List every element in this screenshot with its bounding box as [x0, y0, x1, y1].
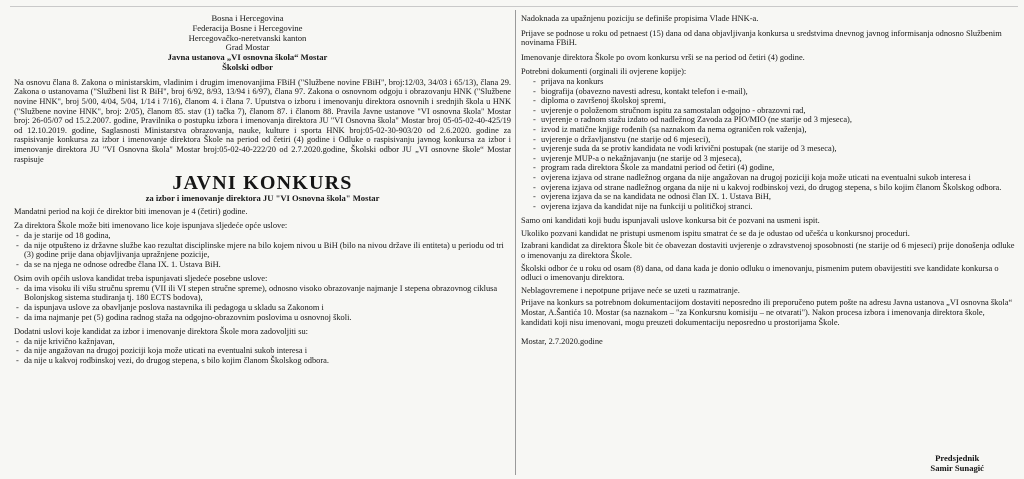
issuer-header: [14, 14, 511, 73]
list-item: - da nije angažovan na drugoj poziciji koja može uticati na eventualni sukob interesa i: [14, 346, 511, 356]
header-line: Federacija Bosne i Hercegovine: [192, 22, 303, 33]
list-item: - uvjerenje o položenom stručnom ispitu za samostalan odgojno - obrazovni rad,: [521, 106, 1015, 116]
legal-basis-paragraph: Na osnovu člana 8. Zakona o ministarskim, vladinim i drugim imenovanjima FBiH ("Službene novine FBiH", broj:12/03, 34/03 i 65/13), člana 29. Zakona o ustanovama ("Službeni list R BiH", broj 6/92, 8/93, 13/94 i 6/97), člana 97. Zakona o osnovnom odgoju i obrazovanju HNK ("Službene novine HNK", broj 5/00, 4/04, 5/04, 1/14 i 7/16), članom 4. i člana 7. Uputstva o izboru i imenovanju direktora osnovnih i srednjih škola u HNK ("Službene novine HNK", broj: 2/05), članom 85. stav (1) tačka 7), članom 87. i članom 88. Pravila Javne ustanove "VI osnovna škola" Mostar broj: 26-05/07 od 15.2.2007. godine, Pravilnika o postupku izbora i imenovanja direktora JU "VI Osnovna škola" Mostar broj 05-05-02-40-425/19 od 12.10.2019. godine, Saglasnosti Ministarstva obrazovanja, nauke, kulture i sporta HNK broj:05-02-30-903/20 od 2.6.2020. godine za raspisivanje konkursa za izbor i imenovanje direktora Škole na period od četiri (4) godine i Odluke o raspisivanju javnog konkursa za izbor i imenovanje direktora JU "VI Osnovna škola" Mostar broj:05-02-40-222/20 od 2.7.2020.godine, Školski odbor JU „VI osnovne škole“ Mostar raspisuje: [14, 77, 511, 164]
deadline-paragraph: Prijave se podnose u roku od petnaest (15) dana od dana objavljivanja konkursa u sredstvima dnevnog javnog informisanja odnosno Službenim novinama FBiH.: [521, 28, 1002, 48]
list-item: - uvjerenje o državljanstvu (ne starije od 6 mjeseci),: [521, 135, 1015, 145]
list-item: - uvjerenje o radnom stažu izdato od nadležnog Zavoda za PIO/MIO (ne starije od 3 mjeseca),: [521, 115, 1015, 125]
header-line-institution: Javna ustanova „VI osnovna škola“ Mostar: [167, 52, 328, 63]
mandate-paragraph: Mandatni period na koji će direktor biti imenovan je 4 (četiri) godine.: [14, 206, 248, 216]
place-date: Mostar, 2.7.2020.godine: [521, 337, 603, 347]
notification-paragraph: Školski odbor će u roku od osam (8) dana, od dana kada je donio odluku o imenovanju, pismenim putem obavijestiti sve kandidate konkursa o odluci o imenovanju direktora.: [521, 263, 999, 283]
appointment-paragraph: Imenovanje direktora Škole po ovom konkursu vrši se na period od četiri (4) godine.: [521, 52, 805, 62]
header-line: Grad Mostar: [225, 42, 270, 53]
signature-title: Predsjednik: [935, 453, 980, 463]
announcement-title: JAVNI KONKURS: [172, 172, 353, 195]
list-item: - izvod iz matične knjige rođenih (sa naznakom da nema ograničen rok važenja),: [521, 125, 1015, 135]
list-item: - diploma o završenoj školskoj spremi,: [521, 96, 1015, 106]
list-item: - da nije krivično kažnjavan,: [14, 337, 511, 347]
list-item: - ovjerena izjava da se na kandidata ne odnosi član IX. 1. Ustava BiH,: [521, 192, 1015, 202]
right-column: [521, 14, 1015, 473]
compensation-paragraph: Nadoknada za upažnjenu poziciju se definiše propisima Vlade HNK-a.: [521, 14, 759, 23]
general-conditions-list: [14, 231, 511, 269]
additional-conditions-list: [14, 337, 511, 366]
list-item: - uvjerenje MUP-a o nekažnjavanju (ne starije od 3 mjeseca),: [521, 154, 1015, 164]
withdrawal-paragraph: Ukoliko pozvani kandidat ne pristupi usmenom ispitu smatrat će se da je odustao od učešća u konkursnoj proceduri.: [521, 228, 910, 238]
list-item: - ovjerena izjava da kandidat nije na funkciji u političkoj stranci.: [521, 202, 1015, 212]
documents-heading: Potrebni dokumenti (orginali ili ovjerene kopije):: [521, 67, 687, 77]
special-conditions-list: [14, 284, 511, 322]
health-certificate-paragraph: Izabrani kandidat za direktora Škole bit će obavezan dostaviti uvjerenje o zdravstvenoj sposobnosti (ne starije od 6 mjeseci) prije donošenja odluke o imenovanju za direktora Škole.: [521, 241, 1015, 261]
header-line-board: Školski odbor: [222, 61, 273, 72]
list-item: - da je starije od 18 godina,: [14, 231, 511, 241]
special-conditions-heading: Osim ovih općih uslova kandidat treba ispunjavati sljedeće posebne uslove:: [14, 274, 268, 284]
announcement-subtitle: za izbor i imenovanje direktora JU "VI Osnovna škola" Mostar: [145, 193, 380, 204]
submission-paragraph: Prijave na konkurs sa potrebnom dokumentacijom dostaviti neposredno ili preporučeno putem pošte na adresu Javna ustanova „VI osnovna škola“ Mostar, A.Šantića 10. Mostar (sa naznakom – "za Konkursnu komisiju – ne otvarati"). Nakon procesa izbora i imenovanja direktora škole, kandidati koji nisu imenovani, mogu preuzeti dokumentaciju neposredno u prostorijama Škole.: [521, 298, 1013, 327]
list-item: - biografija (obavezno navesti adresu, kontakt telefon i e-mail),: [521, 87, 1015, 97]
top-rule: [10, 6, 1018, 7]
documents-list: [521, 77, 1015, 211]
list-item: - prijava na konkurs: [521, 77, 1015, 87]
list-item: - da ima najmanje pet (5) godina radnog staža na odgojno-obrazovnim poslovima u osnovnoj školi.: [14, 313, 511, 323]
incomplete-applications-paragraph: Neblagovremene i nepotpune prijave neće se uzeti u razmatranje.: [521, 285, 740, 295]
list-item: - da nije otpušteno iz državne službe kao rezultat disciplinske mjere na bilo kojem nivou u BiH (bilo na nivou države ili entiteta) u periodu od tri (3) godine prije dana objavljivanja upražnjene pozicije,: [14, 241, 511, 260]
column-divider: [515, 10, 516, 475]
list-item: - program rada direktora Škole za mandatni period od četiri (4) godine,: [521, 163, 1015, 173]
list-item: - ovjerena izjava od strane nadležnog organa da nije ni u kakvoj rodbinskoj vezi, do drugog stepena, s bilo kojim članom Školskog odbora.: [521, 183, 1015, 193]
header-line: Bosna i Hercegovina: [211, 14, 284, 23]
list-item: - ovjerena izjava od strane nadležnog organa da nije angažovan na drugoj poziciji koja može uticati na eventualni sukob interesa i: [521, 173, 1015, 183]
signature-name: Samir Sunagić: [930, 463, 984, 473]
list-item: - da nije u kakvoj rodbinskoj vezi, do drugog stepena, s bilo kojim članom Školskog odbora.: [14, 356, 511, 366]
header-line: Hercegovačko-neretvanski kanton: [188, 32, 307, 43]
additional-conditions-heading: Dodatni uslovi koje kandidat za izbor i imenovanje direktora Škole mora zadovoljiti su:: [14, 327, 308, 337]
list-item: - da ispunjava uslove za obavljanje poslova nastavnika ili pedagoga u skladu sa Zakonom i: [14, 303, 511, 313]
left-column: [14, 14, 511, 473]
general-conditions-heading: Za direktora Škole može biti imenovano lice koje ispunjava sljedeće opće uslove:: [14, 221, 288, 231]
list-item: - da ima visoku ili višu stručnu spremu (VII ili VI stepen stručne spreme), odnosno visoko obrazovanje najmanje I stepena obrazovnog ciklusa Bolonjskog sistema studiranja tj. 180 ECTS bodova),: [14, 284, 511, 303]
list-item: - da se na njega ne odnose odredbe člana IX. 1. Ustava BiH.: [14, 260, 511, 270]
list-item: - uvjerenje suda da se protiv kandidata ne vodi krivični postupak (ne starije od 3 meseca),: [521, 144, 1015, 154]
signature-block: [930, 453, 984, 473]
oral-exam-paragraph: Samo oni kandidati koji budu ispunjavali uslove konkursa bit će pozvani na usmeni ispit.: [521, 216, 820, 226]
